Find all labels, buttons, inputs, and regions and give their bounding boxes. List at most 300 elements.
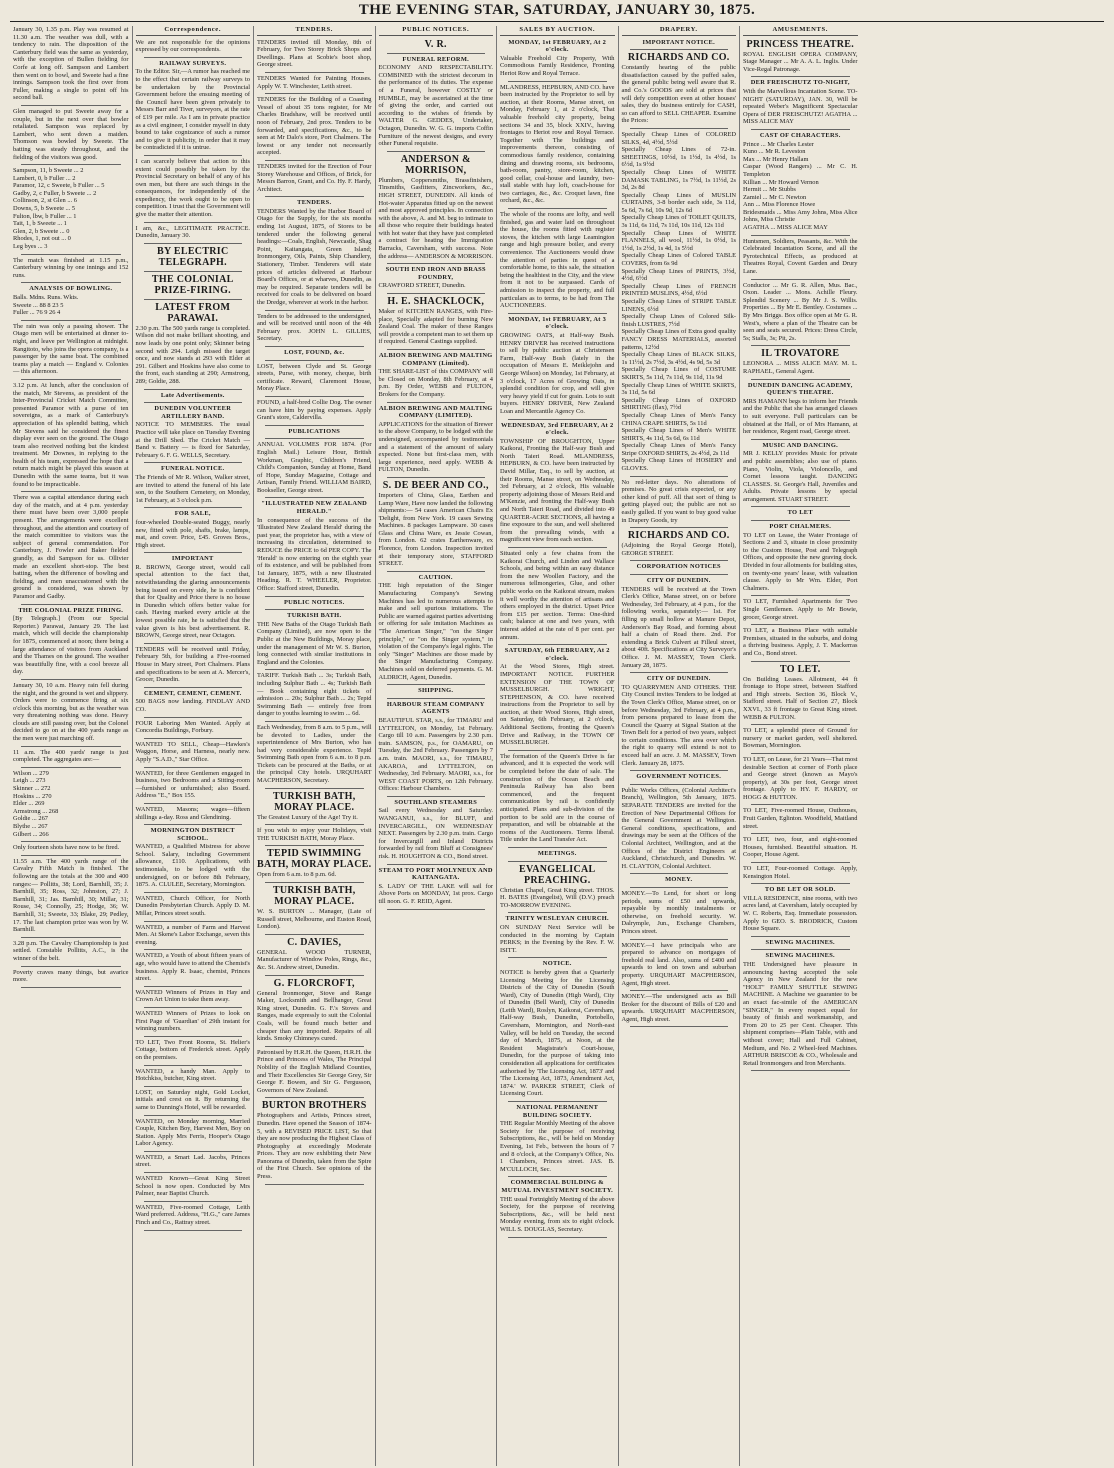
article-block	[136, 1089, 251, 1112]
divider	[508, 1176, 607, 1177]
article-block	[743, 442, 858, 504]
divider	[508, 547, 607, 548]
divider	[751, 833, 850, 834]
divider	[265, 882, 364, 883]
article-text: GROWING OATS, at Half-way Bush. HENRY DRIVER has received instructions to sell by public auction at Christensen Farm, Half-way Bush (lately in the occupation of Messrs E. Meiklejohn and George Wilson) on Monday, 1st February, at 3 o'clock, 17 Acres of Growing Oats, in splendid condition for crop, and will give very heavy yield if cut for grain. Lots to suit buyers. HENRY DRIVER, New Zealand Loan and Mercantile Agency Co.	[500, 331, 615, 415]
article-text: 11 a.m. The 400 yards' range is just completed. The aggregates are:—	[13, 748, 129, 764]
divider	[144, 552, 243, 553]
divider	[144, 271, 243, 272]
article-text: WANTED, a Smart Lad. Jacobs, Princes street.	[135, 1153, 250, 1169]
divider	[630, 128, 729, 129]
article-block	[379, 799, 494, 861]
column-header: Correspondence.	[136, 26, 251, 36]
article-text: The Friends of Mr R. Wilson, Walker street, are invited to attend the funeral of his late son, to the Southern Cemetery, on Monday, 1st February, at 3 o'clock p.m.	[135, 473, 250, 504]
divider	[21, 105, 121, 106]
divider	[21, 746, 121, 747]
article-text: TO LET, a Business Place with suitable Premises, situated in the suburbs, and doing a thriving business. Apply, J. T. Mackerras and Co., Bond street.	[743, 627, 858, 657]
divider	[751, 949, 850, 950]
divider	[144, 1115, 243, 1116]
divider	[21, 282, 121, 283]
article-heading: LOST, FOUND, &c.	[284, 348, 345, 356]
article-block	[257, 1100, 372, 1180]
article-text: Glen managed to put Sweete away for a couple, but in the next over that bowler retaliated. Sampson was replaced by Lambert, who sent down a maiden. Thomson was bowled by Sweete. The batting was steady throughout, and the fielding of the visitors was good.	[13, 107, 129, 161]
article-block	[136, 1204, 251, 1227]
article-text: At the Wood Stores, High street. IMPORTANT NOTICE. FURTHER EXTENSION OF THE TOWN OF MUSSELBURGH. WRIGHT, STEPHENSON, & CO. have received instructions from the Proprietor to sell by auction, at their Wood Stores, High street, on Saturday, 6th February, at 2 o'clock, Additional Sections, fronting the Queen's Drive and Railway, in the TOWN OF MUSSELBURGH.	[500, 663, 615, 747]
divider	[630, 560, 729, 561]
article-block	[257, 724, 372, 785]
article-block	[743, 886, 858, 933]
article-text: Balls. Mdns. Runs. Wkts. Sweete ... 88 8 23 5 Fuller ... 76 9 26 4	[13, 294, 79, 317]
article-block	[743, 132, 858, 232]
article-text: TO LET on Lease, the Water Frontage of Sections 2 and 3, situate in close proximity to the Custom House, Post and Telegraph Offices, and opposite the new graving dock. Divided in four allotments for building sites, on twenty-one years' lease, with valuation clause. Apply to Mr Wm. Elder, Port Chalmers.	[743, 531, 858, 592]
article-block	[136, 741, 251, 764]
article-block	[136, 989, 251, 1004]
article-text: If you wish to enjoy your Holidays, visit THE TURKISH BATH, Moray Place.	[257, 827, 372, 842]
article-text: 2.30 p.m. The 500 yards range is completed. Wilson did not make brilliant shooting, and now leads by one point only; Skinner being second with 294. Leigh missed the target once, and now stands at 293 with Elder at 291. Gilbert and Hoskins have also come to the front, each standing at 290; Armstrong, 289; Goldie, 288.	[135, 324, 250, 385]
article-text: [By Telegraph.] (From our Special Reporter.) Parawai, January 29. The last match, which will decide the championship for 1875, commenced at noon; there being a large attendance of visitors from Auckland and the Thames on the ground. The weather was beautifully fine, with a cool breeze all day.	[13, 615, 129, 676]
article-heading: "ILLUSTRATED NEW ZEALAND HERALD."	[261, 500, 368, 516]
article-block	[257, 75, 372, 90]
article-block	[379, 867, 494, 906]
divider	[21, 491, 121, 492]
divider	[630, 990, 729, 991]
column-2	[132, 26, 254, 1466]
column-header: AMUSEMENTS.	[743, 26, 858, 36]
article-block	[622, 563, 737, 571]
divider	[265, 975, 364, 976]
article-block	[136, 806, 251, 821]
article-block	[257, 163, 372, 193]
divider	[144, 1065, 243, 1066]
article-block	[622, 675, 737, 767]
article-heading: STEAM TO PORT MOLYNEUX AND KAITANGATA.	[378, 866, 493, 882]
article-block	[743, 382, 858, 436]
article-text: 3.12 p.m. At lunch, after the conclusion of the match, Mr Stevens, as president of the Inter-Provincial Cricket Match Committee, presented Paramor with a purse of ten sovereigns, as a mark of Canterbury's appreciation of his splendid batting, which Mr Stevens said he considered the finest display ever seen on the ground. The Otago team also received nothing but the kindest treatment. Mr Downes, in replying to the health of his team, expressed the hope that a return match might be played this season at Dunedin with the same teams, but it was found to be impracticable.	[13, 381, 129, 488]
divider	[265, 396, 364, 397]
article-heading: IL TROVATORE	[761, 348, 840, 360]
article-heading: CEMENT, CEMENT, CEMENT.	[143, 689, 242, 697]
article-heading: RICHARDS AND CO.	[627, 530, 730, 542]
divider	[21, 987, 121, 988]
column-header: PUBLIC NOTICES.	[379, 26, 494, 36]
article-block	[500, 753, 615, 844]
article-heading: H. E. SHACKLOCK,	[387, 296, 485, 308]
article-heading: GOVERNMENT NOTICES.	[636, 773, 722, 781]
article-block	[500, 864, 615, 910]
article-text: MONEY.—The undersigned acts as Bill Broker for the discount of Bills of £20 and upwards. URQUHART MACPHERSON, Agent, High street.	[621, 993, 736, 1023]
article-text: NOTICE is hereby given that a Quarterly Licensing Meeting for the Licensing Districts of the City of Dunedin (South Ward), City of Dunedin (High Ward), City of Dunedin (Bell Ward), City of Dunedin (Leith Ward), Roslyn, Kaikorai, Caversham, Half-way Bush, Dunedin, Portobello, Caversham, Mornington, and North-east Valley, will be held on Tuesday, the second day of March, 1875, at Noon, at the Resident Magistrate's Court-house, Dunedin, for the purpose of taking into consideration all applications for certificates authorised by 'The Licensing Act, 1873' and 'The Licensing Act, 1873, Amendment Act, 1874.' W. PARKER STREET, Clerk of Licensing Court.	[500, 968, 615, 1098]
article-block	[13, 682, 129, 743]
divider	[144, 1036, 243, 1037]
divider	[508, 419, 607, 420]
article-heading: Late Advertisements.	[160, 391, 225, 399]
article-text: Open from 6 a.m. to 8 p.m. 6d.	[257, 871, 337, 879]
article-heading: TEPID SWIMMING BATH, MORAY PLACE.	[257, 848, 372, 871]
article-block	[379, 405, 494, 474]
article-heading: CAUTION.	[418, 573, 453, 581]
article-block	[743, 523, 858, 592]
article-heading: RAILWAY SURVEYS.	[159, 59, 227, 67]
article-heading: TRINITY WESLEYAN CHURCH.	[505, 915, 609, 923]
divider	[751, 661, 850, 662]
article-heading: MONEY.	[665, 876, 693, 884]
article-block	[13, 257, 129, 280]
article-text: LOST, on Saturday night, Gold Locket, initials and crest on it. By returning the same to Dunning's Hotel, will be rewarded.	[135, 1088, 250, 1111]
article-text: Only fourteen shots have now to be fired.	[13, 844, 120, 852]
divider	[265, 310, 364, 311]
article-text: TO LET, on Lease, for 21 Years—That most desirable Section at corner of Forth place and George street (known as Mayo's property), at 30s per foot, George street frontage. Apply to HY. F. HARDY, or HOGG & HUTTON.	[743, 755, 858, 801]
divider	[265, 196, 364, 197]
article-block	[743, 727, 858, 750]
article-heading: MONDAY, 1st FEBRUARY, At 3 o'clock.	[508, 315, 607, 331]
article-block	[500, 960, 615, 1098]
article-heading: TO LET	[787, 509, 813, 517]
column-1	[10, 26, 132, 1466]
divider	[265, 1046, 364, 1047]
article-block	[257, 848, 372, 879]
article-block	[257, 313, 372, 343]
article-text: January 30, 10 a.m. Heavy rain fell during the night, and the ground is wet and slippery. Orders were to commence firing at six o'clock this morning, but as the weather was very threatening nothing was done. Heavy clouds are still passing over, but the Colonel decided to go on at the 400 yards range as the men were just marching off.	[13, 681, 129, 743]
columns	[10, 26, 1104, 1466]
article-text: TARIFF. Turkish Bath ... 3s; Turkish Bath, including Sulphur Bath ... 4s; Turkish Bath — Book containing eight tickets of admission ... 20s; Sulphur Bath ... 2s; Tepid Swimming Bath — entirely free from danger to youths learning to swim ... 6d.	[257, 672, 372, 718]
article-text: CRAWFORD STREET, Dunedin.	[378, 282, 466, 290]
article-text: WANTED, on Monday morning, Married Couple, Kitchen Boy, Harvest Men, Boy on Station. Apply Mrs Ferris, Hooper's Otago Labor Agency.	[135, 1117, 250, 1148]
article-text: Public Works Offices, (Colonial Architect's Branch), Wellington, 5th January, 1875. SEPARATE TENDERS are invited for the Erection of New Departmental Offices for the General Government at Wellington. General conditions, specifications, and drawings may be seen at the Offices of the Colonial Architect, Wellington, and at the Offices of the District Engineers at Auckland, Christchurch, and Dunedin. W. H. CLAYTON, Colonial Architect.	[621, 786, 736, 870]
article-block	[743, 952, 858, 1067]
article-heading: ANALYSIS OF BOWLING.	[29, 285, 113, 293]
article-heading: ALBION BREWING AND MALTING COMPANY (Limited).	[378, 352, 493, 367]
article-heading: SATURDAY, 6th FEBRUARY, At 2 o'clock.	[504, 647, 610, 662]
article-block	[622, 39, 737, 47]
article-block	[379, 266, 494, 290]
divider	[630, 770, 729, 771]
divider	[387, 53, 486, 54]
article-text: MLANDRESS, HEPBURN, AND CO. have been instructed by the Proprietor to sell by auction, at their Rooms, Manse street, on Monday, February 1, at 2 o'clock, That valuable freehold city property, being sections 34 and 35, block XXIV., having frontages to Heriot row and Royal Terrace. Together with The buildings and improvements thereon, consisting of commodious family residence, containing dining and drawing rooms, six bedrooms, bath-room, pantry, store-room, kitchen, good cellar, coal-house and laundry, two-stall stable with hay loft, coach-house for two carriages, &c., &c. Croquet lawn, fine orchard, &c., &c.	[500, 83, 615, 205]
article-text: 500 BAGS now landing. FINDLAY AND CO.	[135, 698, 250, 713]
article-block	[136, 827, 251, 889]
article-block	[136, 690, 251, 714]
article-text: WANTED, Five-roomed Cottage, Leith Ward preferred. Address, "H.G.," care James Finch and Co., Rattray street.	[135, 1203, 250, 1227]
divider	[21, 254, 121, 255]
divider	[265, 596, 364, 597]
article-heading: SOUTHLAND STEAMERS	[394, 798, 478, 806]
article-text: four-wheeled Double-seated Buggy, nearly new, fitted with pole, shafts, brake, lamps, mat, and cover. Price, £45. Groves Bros., High street.	[135, 518, 250, 549]
article-heading: CORPORATION NOTICES	[636, 563, 721, 571]
article-text: TO LET, Two Front Rooms, St. Helier's Cottage, bottom of Frederick street. Apply on the premises.	[135, 1038, 250, 1061]
divider	[21, 164, 121, 165]
article-heading: PORT CHALMERS.	[769, 523, 832, 531]
article-block	[622, 773, 737, 781]
article-heading: FUNERAL NOTICE.	[161, 465, 225, 473]
article-heading: BY ELECTRIC TELEGRAPH.	[156, 245, 229, 268]
article-block	[500, 211, 615, 310]
article-heading: THE COLONIAL PRIZE FIRING.	[18, 606, 124, 614]
article-block	[743, 627, 858, 657]
article-block	[257, 349, 372, 357]
divider	[630, 1026, 729, 1027]
divider	[387, 151, 486, 152]
article-block	[743, 756, 858, 802]
article-heading: MORNINGTON DISTRICT SCHOOL.	[150, 827, 235, 842]
article-text: We are not responsible for the opinions expressed by our correspondents.	[135, 38, 250, 54]
divider	[21, 937, 121, 938]
article-text: Valuable Freehold City Property, With Commodious Family Residence, Fronting Heriot Row and Royal Terrace.	[500, 54, 615, 77]
divider	[144, 1086, 243, 1087]
article-block	[136, 924, 251, 947]
article-block	[136, 225, 251, 240]
article-block	[257, 199, 372, 306]
divider	[265, 93, 364, 94]
article-text: Sail every Wednesday and Saturday. WANGANUI, s.s., for BLUFF, and INVERCARGILL, ON WEDNESDAY NEXT. Passengers by 2.30 p.m. train. Cargo for Invercargill and Inland Districts forwarded by rail from Bluff at Consignees' risk. H. HOUGHTON & CO., Bond street.	[378, 807, 493, 861]
divider	[630, 939, 729, 940]
article-text: TO LET, Five-roomed House, Outhouses, Fruit Garden, Eglinton. Woodfield, Maitland street.	[743, 807, 858, 830]
article-text: The Greatest Luxury of the Age! Try it.	[257, 813, 358, 821]
divider	[265, 160, 364, 161]
article-text: LEONORA ... MISS ALICE MAY. M. L. RAPHAEL, General Agent.	[743, 360, 858, 375]
article-block	[136, 405, 251, 459]
article-text: Patronised by H.R.H. the Queen, H.R.H. the Prince and Princess of Wales, The Principal Nobility of the English Midland Counties, and Their Excellencies Sir George Grey, Sir George F. Bowen, and Sir G. Fergusson, Governors of New Zealand.	[257, 1048, 372, 1094]
divider	[144, 824, 243, 825]
article-heading: TURKISH BATH, MORAY PLACE.	[272, 885, 356, 908]
article-block	[136, 1175, 251, 1198]
article-block	[743, 282, 858, 343]
article-text: TENDERS invited till Monday, 8th of February, for Two Storey Brick Shops and Dwellings. Plans at Scobie's boot shop, George street.	[257, 38, 372, 69]
article-text: BEAUTIFUL STAR, s.s., for TIMARU and LYTTELTON, on Monday, 1st February. Cargo till 10 a.m. Passengers by 2.30 p.m. train. SAMSON, p.s., for OAMARU, on Tuesday, the 2nd February. Passengers by 7 a.m. train. MAORI, s.s., for TIMARU, AKAROA, and LYTTELTON, on Wednesday, 3rd February. MAORI, s.s., for WEST COAST PORTS, on 12th February. Offices: Harbour Chambers.	[378, 716, 493, 793]
article-block	[500, 647, 615, 747]
divider	[508, 912, 607, 913]
article-block	[13, 108, 129, 161]
article-text: TENDERS will be received at the Town Clerk's Office, Manse street, on or before Wednesday, 3rd February, at 4 p.m., for the following works, separately:— 1st. For filling up small hollow at Manure Depot, Anderson's Bay Road, and forming about half a chain of Road there. 2nd. For extending a Brick Culvert at Filleul street, about 40ft. Specifications at City Surveyor's Office. J. M. MASSEY, Town Clerk. January 28, 1875.	[621, 585, 736, 669]
article-heading: DUNEDIN DANCING ACADEMY, QUEEN'S THEATRE.	[747, 381, 853, 397]
divider	[144, 155, 243, 156]
masthead	[0, 0, 1114, 20]
article-text: The match was finished at 1.15 p.m., Canterbury winning by one innings and 152 runs.	[13, 256, 129, 279]
divider	[508, 644, 607, 645]
divider	[265, 1184, 364, 1185]
article-block	[136, 1154, 251, 1169]
column-5	[496, 26, 618, 1466]
article-block	[136, 555, 251, 640]
divider	[144, 687, 243, 688]
article-heading: CITY OF DUNEDIN.	[646, 675, 711, 683]
article-text: MONEY.—To Lend, for short or long periods, sums of £50 and upwards, repayable by monthly instalments or otherwise, on freehold security. W. Dalrymple, Jun., Exchange Chambers, Princes street.	[621, 889, 736, 935]
divider	[144, 767, 243, 768]
divider	[144, 1201, 243, 1202]
article-block	[257, 441, 372, 494]
article-block	[500, 915, 615, 954]
article-block	[500, 422, 615, 545]
article-text: WANTED, Church Officer, for North Dunedin Presbyterian Church. Apply D. M. Millar, Princes street south.	[135, 894, 250, 918]
article-block	[136, 158, 251, 219]
article-heading: TENDERS.	[297, 199, 332, 207]
divider	[508, 750, 607, 751]
article-heading: V. R.	[424, 38, 447, 50]
article-heading: BURTON BROTHERS	[261, 1100, 367, 1112]
article-block	[500, 1179, 615, 1233]
article-heading: NATIONAL PERMANENT BUILDING SOCIETY.	[516, 1104, 599, 1119]
column-header: TENDERS.	[257, 26, 372, 36]
article-heading: PUBLICATIONS	[288, 427, 341, 435]
divider	[265, 788, 364, 789]
article-block	[743, 39, 858, 74]
article-block	[257, 791, 372, 822]
divider	[508, 861, 607, 862]
article-block	[743, 836, 858, 859]
article-block	[379, 154, 494, 261]
article-block	[136, 895, 251, 918]
article-block	[136, 1039, 251, 1062]
article-text: Maker of KITCHEN RANGES, with Fire-place, Specially adapted for burning New Zealand Coal. The maker of these Ranges will provide a competent man to set them up if required. General Castings supplied.	[378, 308, 493, 346]
divider	[387, 796, 486, 797]
divider	[21, 767, 121, 768]
article-text: Sampson, 11, b Sweete ... 2 Lambert, 0, b Fuller ... 2 Paramor, 12, c Sweete, b Fuller ... 5 Gadby, 2, c Fuller, b Sweete ... 2 Collinson, 2, st Glen ... 6 Downs, 5, b Sweete ... 5 Fulton, lbw, b Fuller ... 1 Tait, 1, b Sweete ... 1 Glen, 2, b Sweete ... 0 Rhodes, 1, not out ... 0 Leg byes ... 3	[13, 167, 105, 251]
divider	[387, 293, 486, 294]
divider	[265, 824, 364, 825]
divider	[751, 753, 850, 754]
article-block	[622, 131, 737, 473]
divider	[265, 72, 364, 73]
article-heading: COMMERCIAL BUILDING & MUTUAL INVESTMENT SOCIETY.	[501, 1179, 614, 1194]
column-6	[618, 26, 740, 1466]
masthead-rule	[10, 21, 1104, 22]
article-text: Specially Cheap Lines of COLORED SILKS, 4d, 4½d, 5½d Specially Cheap Lines of 72-in. SHEETINGS, 10½d, 1s 1½d, 1s 4½d, 1s 6½d, 1s 9½d Specially Cheap Lines of WHITE DAMASK TABLING, 1s 7½d, 1s 11½d, 2s 3d, 2s 8d Specially Cheap Lines of MUSLIN CURTAINS, 3-8 border each side, 3s 11d, 5s 6d, 7s 6d, 10s 9d, 12s 6d Specially Cheap Lines of TOILET QUILTS, 3s 11d, 6s 11d, 7s 11d, 10s 11d, 12s 11d Specially Cheap Lines of WHITE FLANNELS, all wool, 11½d, 1s 0½d, 1s 1½d, 1s 2½d, 1s 4d, 1s 5½d Specially Cheap Lines of Colored TABLE COVERS, from 6s 9d Specially Cheap Lines of PRINTS, 3½d, 4½d, 6½d Specially Cheap Lines of FRENCH PRINTED MUSLINS, 4½d, 6½d Specially Cheap Lines of STRIPE TABLE LINENS, 6½d Specially Cheap Lines of Colored Silk-finish LUSTRES, 7½d Specially Cheap Lines of Extra good quality FANCY DRESS MATERIALS, assorted patterns, 12½d Specially Cheap Lines of BLACK SILKS, 1s 11½d, 2s 7½d, 3s 4½d, 4s 9d, 5s 3d Specially Cheap Lines of COSTUME SKIRTS, 5s 11d, 7s 11d, 9s 11d, 11s 9d Specially Cheap Lines of WHITE SKIRTS, 3s 11d, 5s 6d Specially Cheap Lines of OXFORD SHIRTING (flax), 7½d Specially Cheap Lines of Men's Fancy CHINA CRAPE SHIRTS, 5s 11d Specially Cheap Lines of Men's WHITE SHIRTS, 4s 11d, 5s 6d, 6s 11d Specially Cheap Lines of Men's Fancy Stripe OXFORD SHIRTS, 2s 4½d, 2s 11d Specially Cheap Lines of HOSIERY and GLOVES.	[621, 130, 736, 473]
article-block	[257, 612, 372, 666]
article-heading: TO LET.	[779, 663, 821, 675]
article-text: TO LET, Furnished Apartments for Two Single Gentlemen. Apply to Mr Bowie, grocer, George street.	[743, 598, 858, 621]
divider	[387, 909, 486, 910]
article-text: ANNUAL VOLUMES FOR 1874. (For English Mail.) Leisure Hour, British Workman, Graphic, Children's Friend, Child's Companion, Sunday at Home, Band of Hope, Sunday Magazine, Cottage and Artisan, Family Friend. WILLIAM BAIRD, Bookseller, George street.	[257, 441, 372, 494]
divider	[751, 235, 850, 236]
article-block	[136, 510, 251, 549]
article-text: Plumbers, Coppersmiths, Brassfinishers, Tinsmiths, Gasfitters, Zincworkers, &c., HIGH STREET, DUNEDIN. All kinds of Hot-water Apparatus fitted up on the newest and most approved principles. In connection with the above, A. and M. beg to intimate to all those who require their buildings heated with hot water that they have just completed a contract for heating the Immigration Barracks, Caversham, with success. Note the address— ANDERSON & MORRISON.	[378, 176, 494, 260]
article-block	[136, 246, 251, 268]
article-block	[13, 323, 129, 376]
column-header: DRAPERY.	[622, 26, 737, 36]
article-block	[13, 969, 129, 984]
divider	[265, 360, 364, 361]
article-block	[500, 84, 615, 206]
divider	[144, 892, 243, 893]
article-text: (Adjoining the Royal George Hotel), GEORGE STREET.	[621, 542, 736, 557]
article-block	[13, 494, 129, 600]
article-text: TENDERS invited for the Erection of Four Storey Warehouse and Offices, of Brick, for Messrs Barron, Grant, and Co. Hy. F. Hardy, Architect.	[257, 162, 372, 193]
divider	[751, 1070, 850, 1071]
article-block	[500, 1104, 615, 1173]
article-heading: MONDAY, 1st FEBRUARY, At 2 o'clock.	[508, 38, 607, 54]
divider	[508, 208, 607, 209]
article-heading: FUNERAL REFORM.	[402, 55, 470, 63]
column-4	[375, 26, 497, 1466]
article-heading: C. DAVIES,	[287, 936, 342, 948]
article-block	[257, 937, 372, 972]
article-block	[136, 39, 251, 54]
article-block	[743, 348, 858, 375]
article-heading: EVANGELICAL PREACHING.	[519, 863, 596, 886]
article-heading: WEDNESDAY, 3rd FEBRUARY, At 2 o'clock.	[500, 421, 614, 437]
article-text: On Building Leases. Allotment, 44 ft frontage to Hope street, between Stafford and High streets. Section 36, Block V., Stafford street. Half of Section 27, Block XXVI., 33 ft frontage to Great King street. WEBB & FULTON.	[743, 675, 858, 721]
divider	[387, 864, 486, 865]
article-text: With the Marvellous Incantation Scene. TO-NIGHT (SATURDAY), JAN. 30, Will be repeated Weber's Magnificent Spectacular Opera of DER FREISCHUTZ! AGATHA ... MISS ALICE MAY	[743, 87, 858, 126]
article-block	[379, 701, 494, 793]
divider	[265, 845, 364, 846]
article-heading: SOUTH END IRON AND BRASS FOUNDRY,	[385, 266, 486, 281]
article-text: WANTED Winners of Prizes to look on First Page of 'Guardian' of 29th instant for winning numbers.	[135, 1009, 250, 1033]
article-text: TO LET, two, four, and eight-roomed Houses, furnished. Beautiful situation. H. Cooper, House Agent.	[743, 836, 858, 859]
divider	[751, 624, 850, 625]
divider	[387, 698, 486, 699]
article-text: There was a capital attendance during each day of the match, and at 4 p.m. yesterday there must have been over 3,000 people present. The arrangements were excellent throughout, and the attention and courtesy of the match committee to visitors was the subject of general commendation. For Canterbury, J. Fowler and Baker fielded grandly, as did Sampson for us. Ollivier made an excellent short-stop. The best batting, when the difference of bowling and fielding, and men unaccustomed with the ground is considered, was shown by Paramor and Gadby.	[13, 494, 129, 600]
article-block	[500, 39, 615, 78]
article-block	[136, 60, 251, 152]
divider	[265, 609, 364, 610]
article-block	[136, 274, 251, 296]
article-text: TENDERS Wanted by the Harbor Board of Otago for the Supply, for the six months ending 1st August, 1875, of Stores to be tendered under the following general headings:—Coals, English, Newcastle, Shag Point, Kaitangata, Green Island; Ironmongery, Oils, Paints, Ship Chandlery, Stationery, Timber. Tenderers will state prices of articles delivered at Harbour Board's Offices, or at wharves, Dunedin, as may be required. Separate tenders will be received for coals to be delivered on board the Dredge, wherever at work in the harbor.	[257, 207, 372, 306]
article-text: THE usual Fortnightly Meeting of the above Society, for the purpose of receiving Subscriptions, &c., will be held next Monday evening, from six to eight o'clock. WILL S. DOUGLAS, Secretary.	[500, 1195, 615, 1233]
article-heading: LATEST FROM PARAWAI.	[155, 301, 231, 324]
article-block	[379, 687, 494, 695]
article-text: WANTED Known—Great King Street School is now open. Conducted by Mrs Palmer, near Baptist Church.	[135, 1175, 250, 1198]
divider	[751, 724, 850, 725]
article-heading: PRINCESS THEATRE.	[746, 38, 855, 50]
divider	[387, 477, 486, 478]
divider	[751, 804, 850, 805]
divider	[265, 497, 364, 498]
article-heading: HARBOUR STEAM COMPANY AGENTS	[386, 700, 485, 716]
divider	[751, 129, 850, 130]
article-block	[379, 296, 494, 346]
article-text: January 30, 1.35 p.m. Play was resumed at 11.30 a.m. The weather was dull, with a tendency to rain. The disposition of the Canterbury field was the same as yesterday, with the exception of Bullen fielding for Corfe at long off. Sampson and Lambert then went on to bowl, and Sweete had a fine innings. Sampson took the first over from Fuller, making a single to point off his second ball.	[13, 26, 129, 102]
article-text: Huntsmen, Soldiers, Peasants, &c. With the Celebrated Incantation Scene, and all the Pyrotechnical Effects, as produced at Theatres Royal, Covent Garden and Drury Lane.	[743, 237, 858, 276]
divider	[751, 345, 850, 346]
divider	[751, 379, 850, 380]
divider	[21, 320, 121, 321]
article-heading: SEWING MACHINES.	[765, 938, 835, 946]
article-block	[622, 479, 737, 525]
divider	[21, 841, 121, 842]
divider	[630, 887, 729, 888]
divider	[751, 595, 850, 596]
article-block	[379, 574, 494, 681]
article-heading: SHIPPING.	[418, 687, 454, 695]
article-heading: TURKISH BATH.	[287, 612, 342, 620]
article-text: WANTED Winners of Prizes in Hay and Crown Art Union to take them away.	[135, 988, 250, 1004]
divider	[144, 507, 243, 508]
divider	[21, 679, 121, 680]
article-block	[136, 770, 251, 800]
article-block	[136, 302, 251, 386]
article-heading: THE COLONIAL PRIZE-FIRING.	[151, 273, 234, 296]
article-text: FOUR Laboring Men Wanted. Apply at Concordia Buildings, Forbury.	[135, 719, 250, 735]
article-text: The rain was only a passing shower. The Otago men will be entertained at dinner to-night, and leave per Wellington at midnight. Rangitoto, who joins the opera company, is a passenger by the same boat. The combined teams play a match — England v. Colonies — this afternoon.	[13, 322, 129, 376]
divider	[144, 389, 243, 390]
article-block	[136, 465, 251, 504]
article-heading: ANDERSON & MORRISON,	[400, 153, 471, 176]
article-text: VILLA RESIDENCE, nine rooms, with two acres land, at Caversham, lately occupied by W. C. Roberts, Esq. Immediate possession. Apply to GEO. S. BRODRICK, Custom House Square.	[743, 894, 858, 933]
article-text: Importers of China, Glass, Earthen and Lamp Ware, Have now landed the following shipments:— 54 cases American Chairs Ex 'Delight, from New York. 19 cases Sewing Machines. 8 packages Lampware. 30 cases Glass and China Ware, ex Jessie Cowan, from London. 62 crates Earthenware, ex Florence, from London. Inspection invited at their temporary store, STAFFORD STREET.	[378, 491, 493, 568]
divider	[21, 604, 121, 605]
article-text: WANTED, a number of Farm and Harvest Men. At Skene's Labor Exchange, seven this evening.	[135, 923, 250, 946]
article-text: To the Editor. Sir,—A rumor has reached me to the effect that certain railway surveys to be undertaken by the Provincial Government before the ensuing meeting of the Council have been given privately to Messrs Barr and Tiver, surveyors, at the rate of £19 per mile. As I am in private practice as a civil engineer, I consider myself in duty bound to take cognizance of such a rumor and to give it publicity, in order that it may be contradicted if it is untrue.	[135, 68, 250, 152]
article-text: TENDERS will be received until Friday, February 5th, for building a Five-roomed House in Mary street, Port Chalmers. Plans and specifications to be seen at A. Mercer's, Grocer, Dunedin.	[135, 645, 250, 684]
article-block	[257, 96, 372, 157]
divider	[21, 379, 121, 380]
divider	[144, 222, 243, 223]
article-block	[622, 530, 737, 557]
article-heading: FOR SALE,	[174, 510, 211, 518]
article-text: 3.28 p.m. The Cavalry Championship is just settled. Constable Pollitts, A.C., is the winner of the belt.	[13, 939, 129, 962]
article-text: I can scarcely believe that action to this extent could possibly be taken by the Provincial Secretary on behalf of any of his own men, but there are such things in the consequences, for independently of the expediency, the work ought to be open to competition. I trust that the Government will give the matter their attention.	[135, 157, 250, 219]
article-text: NOTICE TO MEMBERS. The usual Practice will take place on Tuesday Evening at the Drill Shed. The Cricket Match — Band v. Battery — is fixed for Saturday, February 6. F. G. WELLS, Secretary.	[135, 421, 250, 459]
